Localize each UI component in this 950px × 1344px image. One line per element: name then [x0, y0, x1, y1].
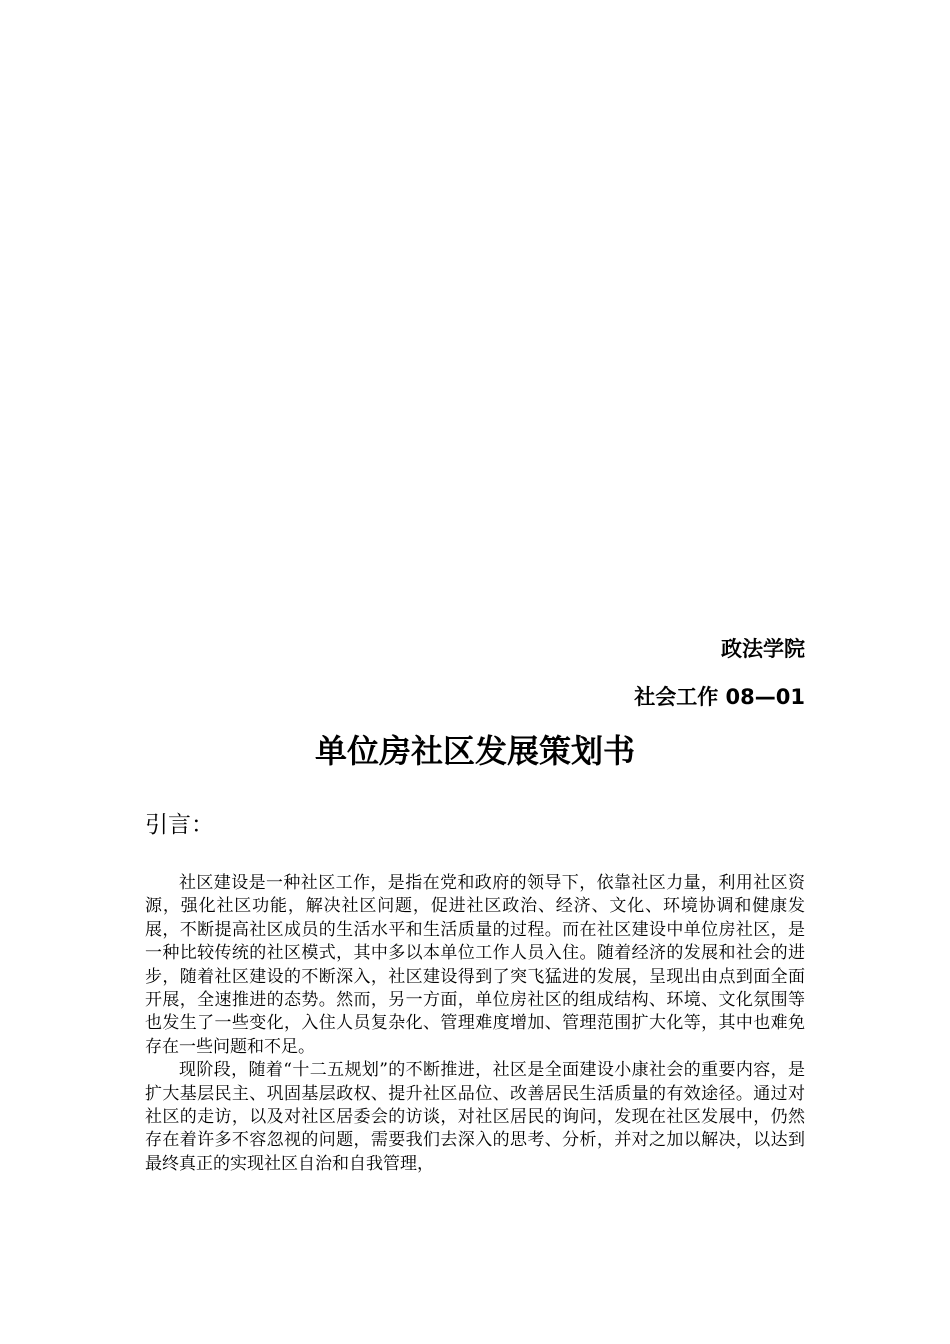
class-name: 社会工作 08—01	[634, 685, 805, 709]
paragraph: 现阶段，随着“十二五规划”的不断推进，社区是全面建设小康社会的重要内容，是扩大基层民主、巩固基层政权、提升社区品位、改善居民生活质量的有效途径。通过对社区的走访，以及对社区居委会的访谈，对社区居民的询问，发现在社区发展中，仍然存在着许多不容忽视的问题，需要我们去深入的思考、分析，并对之加以解决，以达到最终真正的实现社区自治和自我管理，	[145, 1060, 805, 1174]
body-text	[145, 872, 805, 1176]
document-title: 单位房社区发展策划书	[314, 732, 635, 770]
author-block	[634, 633, 805, 713]
paragraph: 社区建设是一种社区工作，是指在党和政府的领导下，依靠社区力量，利用社区资源，强化社区功能，解决社区问题，促进社区政治、经济、文化、环境协调和健康发展，不断提高社区成员的生活水平和生活质量的过程。而在社区建设中单位房社区，是一种比较传统的社区模式，其中多以本单位工作人员入住。随着经济的发展和社会的进步，随着社区建设的不断深入，社区建设得到了突飞猛进的发展，呈现出由点到面全面开展，全速推进的态势。然而，另一方面，单位房社区的组成结构、环境、文化氛围等也发生了一些变化，入住人员复杂化、管理难度增加、管理范围扩大化等，其中也难免存在一些问题和不足。	[145, 873, 805, 1057]
section-heading-introduction: 引言：	[145, 812, 214, 838]
institute-name: 政法学院	[721, 637, 805, 661]
